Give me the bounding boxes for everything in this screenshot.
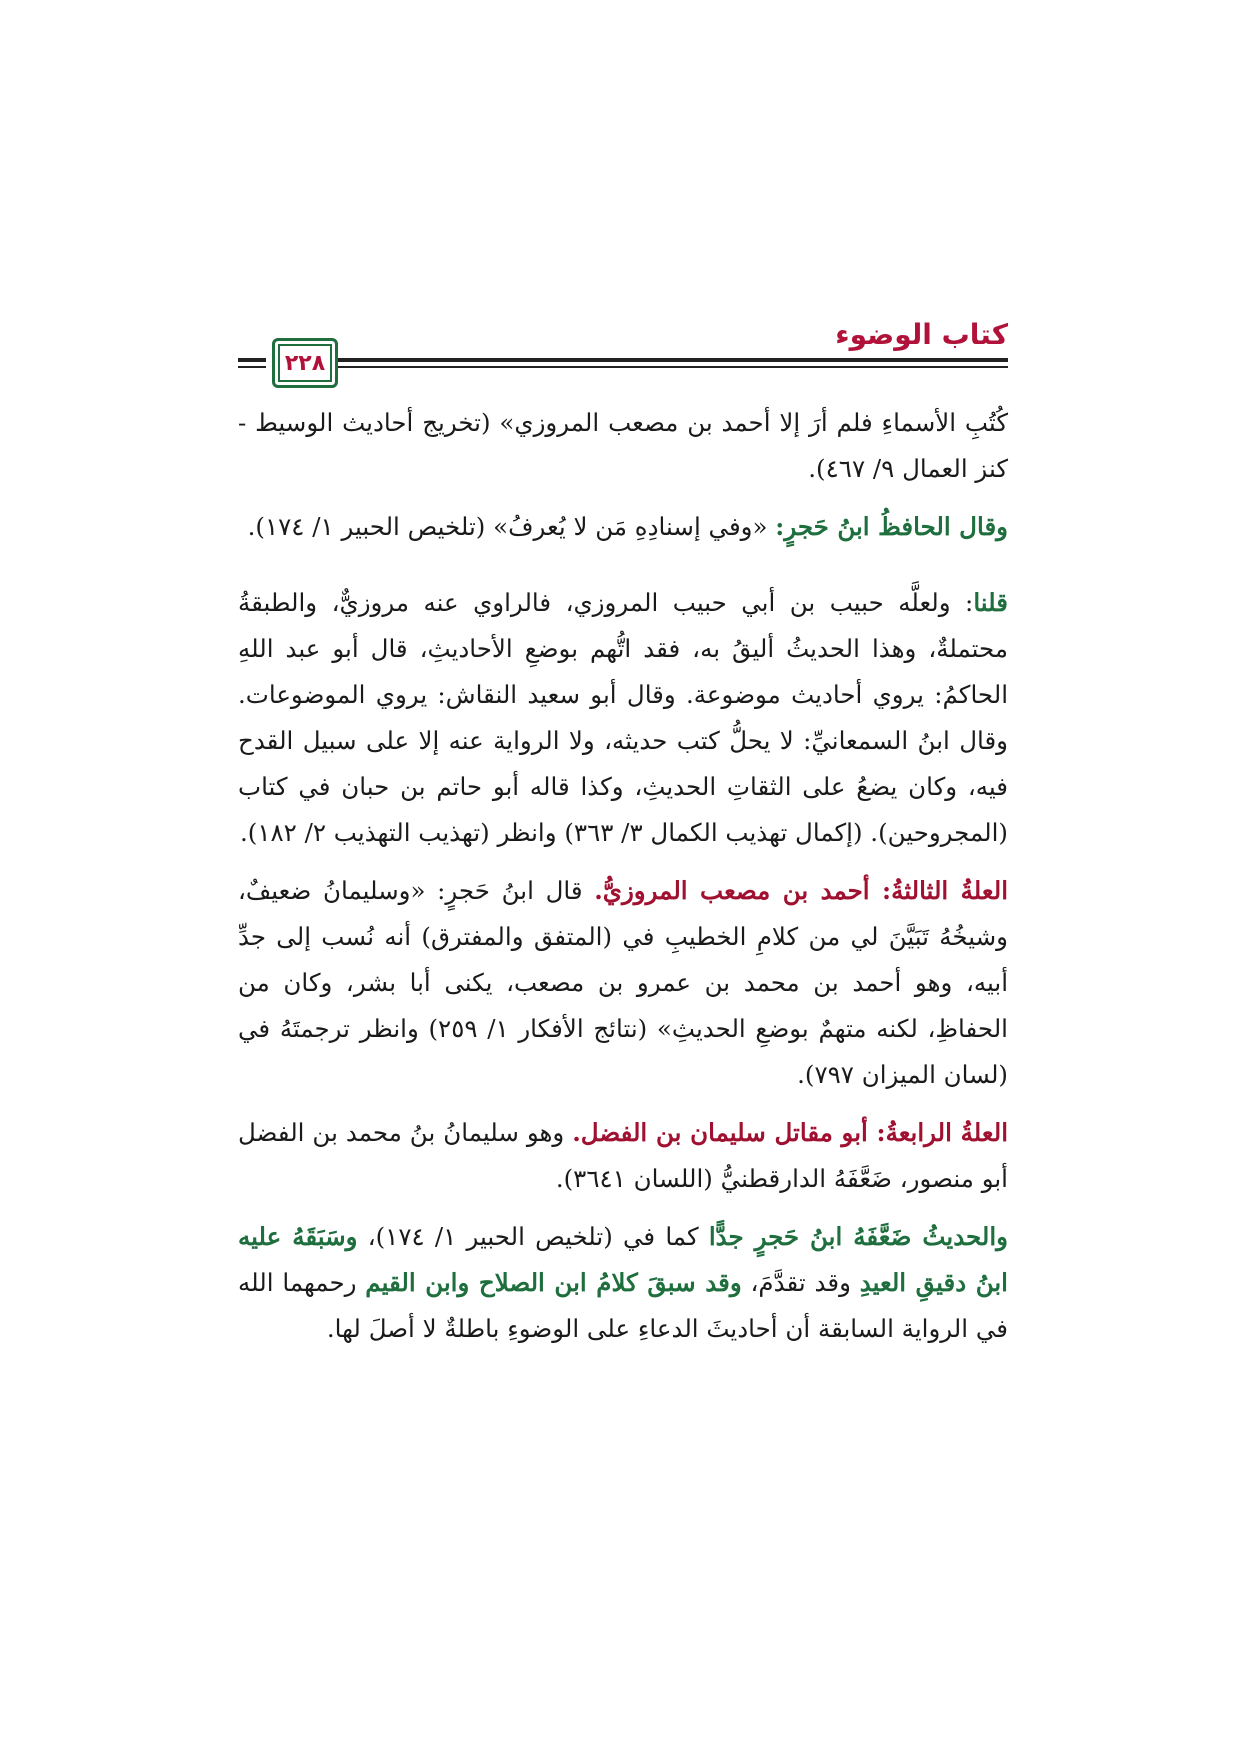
ruling-highlight: وقد سبقَ كلامُ ابن الصلاح وابن القيم	[365, 1268, 742, 1297]
page-body	[238, 400, 1008, 1364]
header-rule	[308, 358, 1008, 362]
page-header	[238, 316, 1008, 386]
ruling-highlight: والحديثُ ضَعَّفَهُ ابنُ حَجرٍ جدًّا	[708, 1222, 1008, 1251]
header-rule-thin	[308, 366, 1008, 368]
illah-heading: العلةُ الثالثةُ: أحمد بن مصعب المروزيُّ.	[594, 876, 1009, 905]
paragraph-text: : ولعلَّه حبيب بن أبي حبيب المروزي، فالراوي عنه مروزيٌّ، والطبقةُ محتملةٌ، وهذا الحديثُ أليقُ به، فقد اتُّهم بوضعِ الأحاديثِ، قال أبو عبد اللهِ الحاكمُ: يروي أحاديث موضوعة. وقال أبو سعيد النقاش: يروي الموضوعات. وقال ابنُ السمعانيِّ: لا يحلُّ كتب حديثه، ولا الرواية عنه إلا على سبيل القدح فيه، وكان يضعُ على الثقاتِ الحديثِ، وكذا قاله أبو حاتم بن حبان في كتاب (المجروحين). (إكمال تهذيب الكمال ٣/ ٣٦٣) وانظر (تهذيب التهذيب ٢/ ١٨٢).	[238, 588, 1008, 847]
paragraph-text: وقد تقدَّمَ،	[741, 1268, 860, 1297]
paragraph-5	[238, 1110, 1008, 1202]
paragraph-2	[238, 504, 1008, 550]
paragraph-1	[238, 400, 1008, 492]
ruling-highlight: وسَبَقَهُ عليه ابنُ دقيقِ العيدِ	[238, 1222, 1008, 1297]
paragraph-text: قال ابنُ حَجرٍ: «وسليمانُ ضعيفٌ، وشيخُهُ تَبَيَّنَ لي من كلامِ الخطيبِ في (المتفق والمفترق) أنه نُسب إلى جدِّ أبيه، وهو أحمد بن محمد بن عمرو بن مصعب، يكنى أبا بشر، وكان من الحفاظِ، لكنه متهمٌ بوضعِ الحديثِ» (نتائج الأفكار ١/ ٢٥٩) وانظر ترجمتَهُ في (لسان الميزان ٧٩٧).	[238, 876, 1009, 1089]
paragraph-text: رحمهما الله في الرواية السابقة أن أحاديثَ الدعاءِ على الوضوءِ باطلةٌ لا أصلَ لها.	[238, 1268, 1008, 1343]
qulna-label: قلنا	[973, 588, 1008, 617]
page-number: ٢٢٨	[284, 350, 326, 376]
header-rule-left	[238, 358, 266, 362]
paragraph-text: كُتُبِ الأسماءِ فلم أرَ إلا أحمد بن مصعب المروزي» (تخريج أحاديث الوسيط - كنز العمال ٩/ ٤٦٧).	[238, 408, 1008, 483]
paragraph-3	[238, 580, 1008, 856]
paragraph-4	[238, 868, 1008, 1098]
page-number-badge	[272, 338, 338, 388]
paragraph-text: وهو سليمانُ بنُ محمد بن الفضل أبو منصور، ضَعَّفَهُ الدارقطنيُّ (اللسان ٣٦٤١).	[238, 1118, 1008, 1193]
paragraph-6	[238, 1214, 1008, 1352]
cited-scholar: وقال الحافظُ ابنُ حَجرٍ:	[775, 512, 1008, 541]
paragraph-text: كما في (تلخيص الحبير ١/ ١٧٤)،	[357, 1222, 709, 1251]
paragraph-text: «وفي إسنادِهِ مَن لا يُعرفُ» (تلخيص الحبير ١/ ١٧٤).	[247, 512, 776, 541]
illah-heading: العلةُ الرابعةُ: أبو مقاتل سليمان بن الفضل.	[572, 1118, 1008, 1147]
book-title: كتاب الوضوء	[835, 318, 1008, 351]
header-rule-left-thin	[238, 366, 266, 368]
